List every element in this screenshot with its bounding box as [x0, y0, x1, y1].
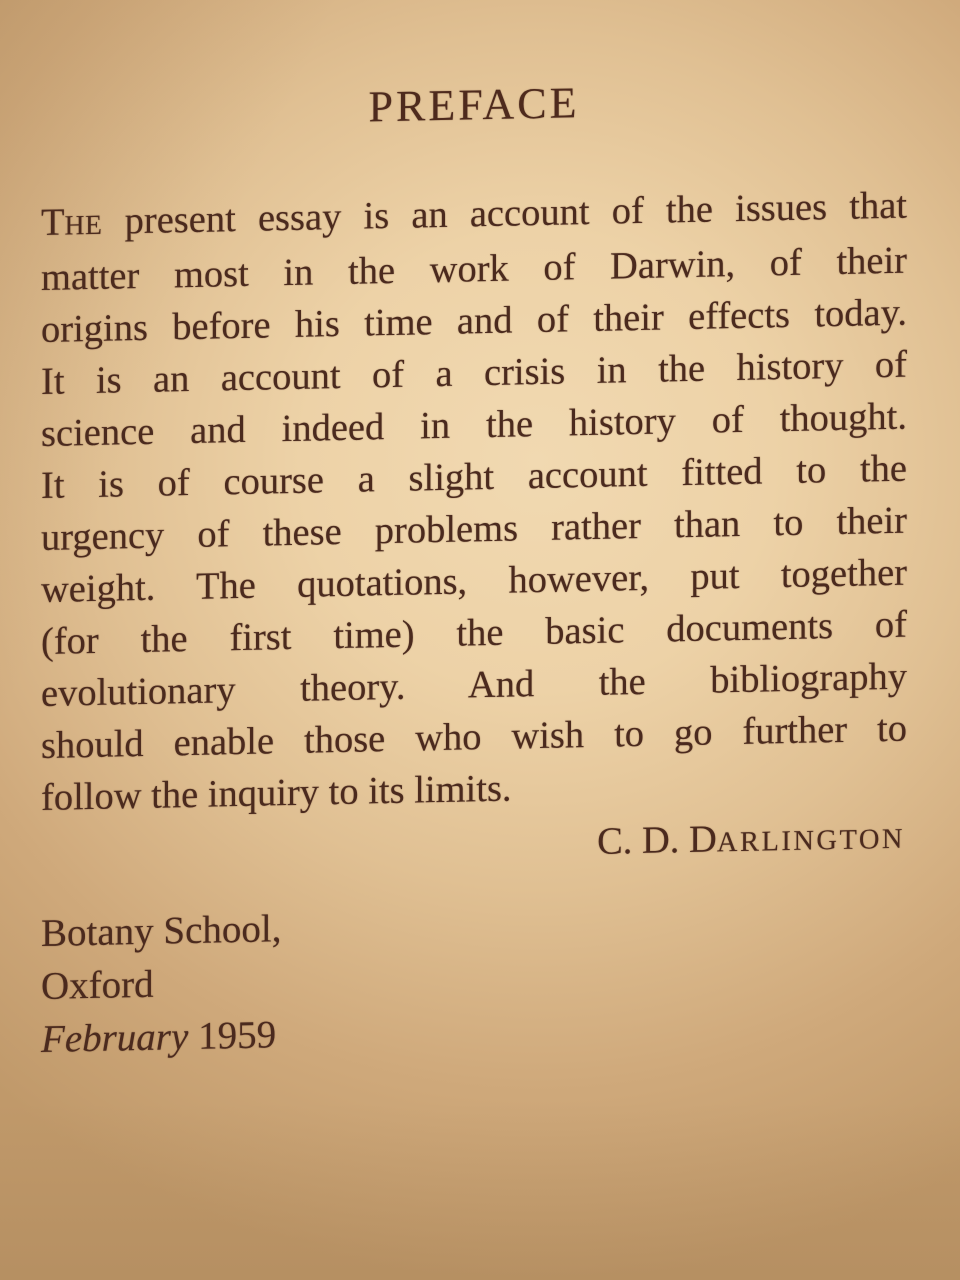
preface-line: follow the inquiry to its limits.: [41, 767, 512, 819]
preface-line: weight. The quotations, however, put together: [41, 551, 907, 611]
page-content: [41, 71, 907, 1066]
signature-initials: C. D. D: [597, 818, 717, 863]
preface-line: It is of course a slight account fitted to the: [41, 447, 907, 507]
preface-line: urgency of these problems rather than to their: [41, 499, 907, 559]
lead-line-rest: present essay is an account of the issues that: [102, 184, 907, 243]
preface-line: origins before his time and of their effects today.: [41, 291, 907, 351]
lead-capital: T: [41, 201, 65, 244]
preface-line: matter most in the work of Darwin, of their: [41, 239, 907, 299]
page-title: PREFACE: [368, 78, 580, 132]
closing-city: Oxford: [41, 962, 154, 1008]
closing-year: 1959: [198, 1013, 277, 1058]
preface-line: It is an account of a crisis in the history of: [41, 343, 907, 403]
preface-line: should enable those who wish to go further to: [41, 707, 907, 767]
preface-paragraph: [41, 180, 907, 824]
closing-month: February: [41, 1014, 199, 1061]
preface-line: (for the first time) the basic documents of: [41, 603, 907, 663]
preface-line: science and indeed in the history of thought.: [41, 395, 907, 455]
preface-line: evolutionary theory. And the bibliography: [41, 655, 907, 715]
closing-institution: Botany School,: [41, 907, 282, 955]
signature-small-caps: ARLINGTON: [716, 823, 905, 859]
closing-block: [41, 890, 907, 1066]
lead-small-caps: HE: [64, 208, 103, 241]
